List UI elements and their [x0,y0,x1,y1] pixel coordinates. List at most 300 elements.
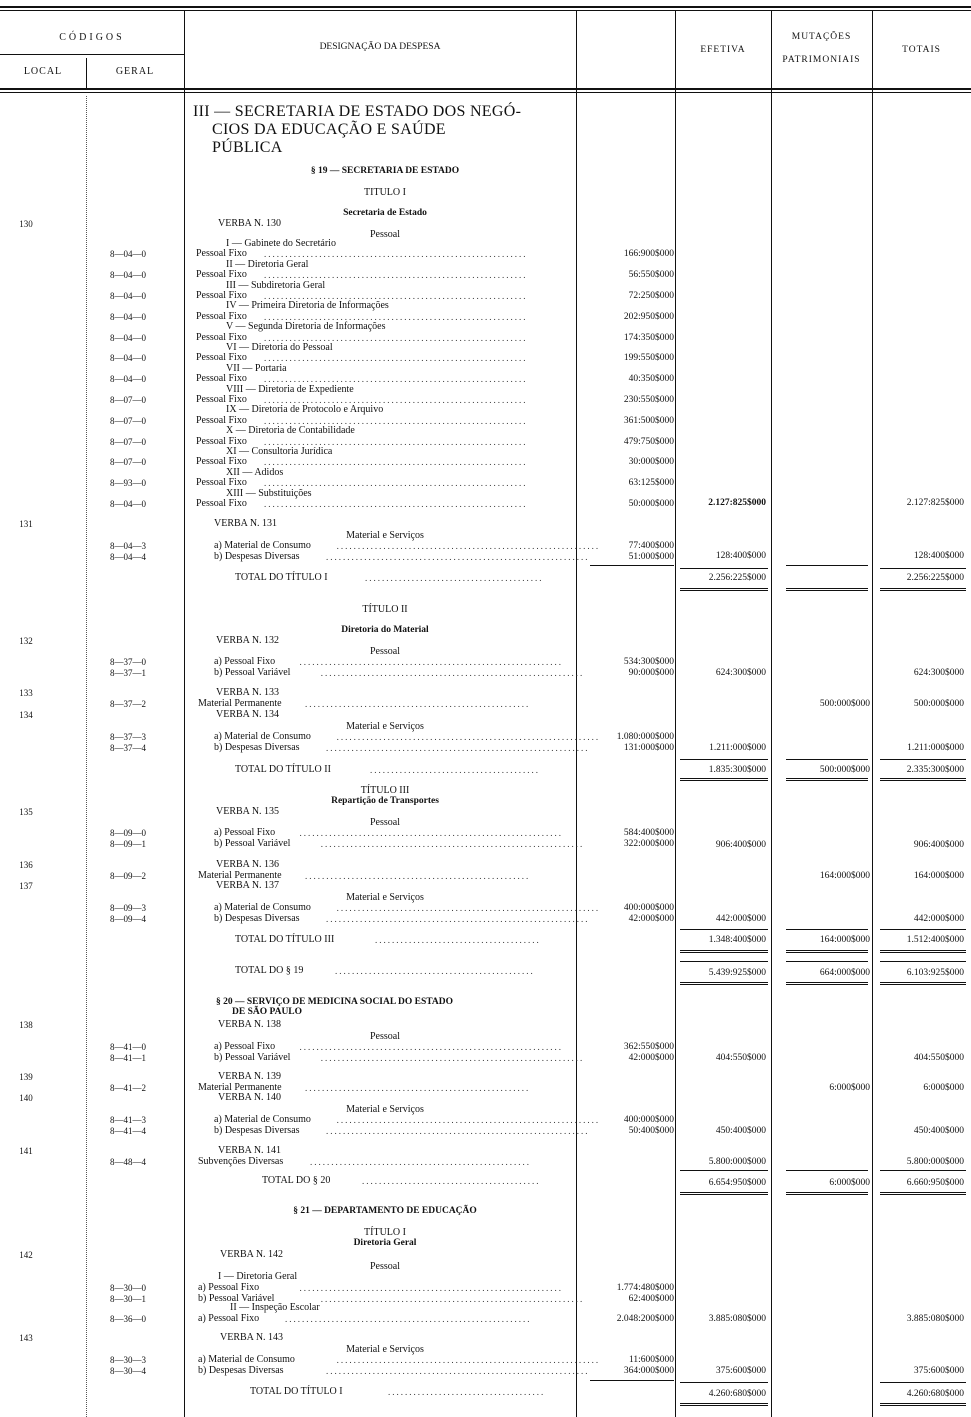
reparticao-transportes-heading: Repartição de Transportes [331,796,439,806]
total-titulo1b-total: 4.260:680$000 [906,1389,964,1399]
local-130: 130 [19,219,33,229]
item130-label-7: Pessoal Fixo [196,394,247,405]
total-136: 164:000$000 [913,871,964,881]
v135-dots-1: .............................................................. [320,838,585,849]
col-line-efetiva [771,10,772,1417]
rule-t1b-partial [590,1380,674,1381]
v138-dots-1: .............................................................. [320,1052,585,1063]
v131-value-0: 77:400$000 [628,541,674,551]
item130-dots-0: .............................................................. [264,249,528,260]
item130-value-5: 199:550$000 [623,353,674,364]
verba-143: VERBA N. 143 [220,1332,284,1343]
total20-total: 6.660:950$000 [906,1178,964,1188]
header-patrimoniais: PATRIMONIAIS [782,55,861,65]
efetiva-142: 3.885:080$000 [708,1314,766,1324]
col-line-local-body [86,96,87,1417]
total-140: 450:400$000 [913,1126,964,1136]
v132-code-1: 8—37—1 [110,667,146,678]
item130-heading-10: XI — Consultoria Jurídica [226,446,333,457]
dots-136: ..................................................... [305,871,531,881]
diretoria-geral-heading: Diretoria Geral [353,1238,417,1248]
v143-dots-0: .............................................................. [336,1355,601,1365]
v137-dots-0: .............................................................. [336,903,601,913]
item130-code-12: 8—04—0 [110,499,146,509]
code-142b: 8—36—0 [110,1314,146,1324]
item130-value-0: 166:900$000 [623,249,674,260]
double-rule-p20-mut [786,1192,868,1195]
v135-code-0: 8—09—0 [110,828,146,838]
header-mutacoes: MUTAÇÕES [791,32,852,42]
item130-value-9: 479:750$000 [623,436,674,447]
efetiva-137: 442:000$000 [715,914,766,924]
item130-label-2: Pessoal Fixo [196,290,247,301]
header-codigos: CÓDIGOS [59,32,125,43]
item130-dots-6: .............................................................. [264,374,528,385]
dots-total-titulo1b: ..................................... [388,1387,546,1397]
material-servicos-143: Material e Serviços [346,1344,424,1355]
rule-t3-mut [786,929,868,930]
total-143: 375:600$000 [913,1366,964,1376]
verba-139: VERBA N. 139 [218,1071,282,1082]
v143-label-1: b) Despesas Diversas [198,1364,284,1376]
header-local: LOCAL [23,66,63,77]
titulo3-heading: TÍTULO III [360,785,410,796]
v137-label-0: a) Material de Consumo [214,902,311,913]
pessoal-heading-130: Pessoal [370,229,400,240]
v135-value-1: 322:000$000 [623,838,674,849]
verba-138: VERBA N. 138 [218,1019,282,1030]
rule-p19-mut [786,961,868,962]
v142-code-0: 8—30—0 [110,1283,146,1293]
item130-label-0: Pessoal Fixo [196,248,247,260]
item130-code-11: 8—93—0 [110,478,146,489]
double-rule-p19-total [880,982,966,985]
local-136: 136 [19,860,33,870]
v131-value-1: 51:000$000 [628,551,674,562]
v131-code-1: 8—04—4 [110,551,146,562]
verba-137: VERBA N. 137 [216,880,280,891]
rule-p19-efetiva [680,961,768,962]
v137-value-0: 400:000$000 [623,903,674,913]
double-rule-t3-total [880,950,966,953]
subvencoes-141: Subvenções Diversas [198,1156,284,1167]
total20-efetiva: 6.654:950$000 [708,1178,766,1188]
total-138: 404:550$000 [913,1053,964,1063]
total-titulo3-efetiva: 1.348:400$000 [708,935,766,945]
efetiva-140: 450:400$000 [715,1126,766,1136]
item130-code-3: 8—04—0 [110,311,146,322]
top-rule-2 [0,10,971,11]
verba-135: VERBA N. 135 [216,806,280,817]
section-title-line3: PÚBLICA [212,139,283,156]
v132-value-0: 534:300$000 [623,657,674,667]
rule-p20-total [880,1170,966,1171]
item130-code-1: 8—04—0 [110,270,146,281]
v131-label-1: b) Despesas Diversas [214,550,300,562]
item130-code-9: 8—07—0 [110,436,146,447]
double-rule-p19-efetiva [680,982,768,985]
header-efetiva: EFETIVA [700,45,746,55]
local-142: 142 [19,1250,33,1260]
v143-value-0: 11:600$000 [628,1355,674,1365]
efetiva-132: 624:300$000 [715,668,766,678]
pessoal-heading-138: Pessoal [370,1031,400,1042]
total-titulo2-total: 2.335:300$000 [906,765,964,775]
efetiva-130: 2.127:825$000 [708,498,766,508]
rule-p20-mut [786,1170,868,1171]
v142-value-1: 62:400$000 [628,1293,674,1304]
total-137: 442:000$000 [913,914,964,924]
item130-dots-10: .............................................................. [264,457,528,468]
rule-t2-efetiva [680,759,768,760]
dots-142b: .......................................................... [285,1314,532,1324]
mut-133: 500:000$000 [819,699,870,709]
item130-dots-2: .............................................................. [264,291,528,301]
item130-label-9: Pessoal Fixo [196,435,247,447]
dots-total20: .......................................... [362,1176,541,1186]
total-141: 5.800:000$000 [906,1157,964,1167]
v137-value-1: 42:000$000 [628,913,674,924]
dg-heading: I — Diretoria Geral [218,1271,298,1282]
v143-value-1: 364:000$000 [623,1365,674,1376]
item130-code-2: 8—04—0 [110,291,146,301]
inspecao-heading: II — Inspeção Escolar [230,1302,320,1313]
total-132: 624:300$000 [913,668,964,678]
code-136: 8—09—2 [110,871,146,881]
total20-mut: 6:000$000 [829,1178,870,1188]
material-servicos-134: Material e Serviços [346,721,424,732]
item130-value-11: 63:125$000 [628,478,674,489]
v135-code-1: 8—09—1 [110,838,146,849]
v138-code-1: 8—41—1 [110,1052,146,1063]
total-titulo2-efetiva: 1.835:300$000 [708,765,766,775]
total-titulo3-mut: 164:000$000 [819,935,870,945]
total-134: 1.211:000$000 [907,743,964,753]
v138-code-0: 8—41—0 [110,1042,146,1052]
v131-code-0: 8—04—3 [110,541,146,551]
total19-total: 6.103:925$000 [906,968,964,978]
local-133: 133 [19,688,33,698]
label-142b: a) Pessoal Fixo [198,1313,260,1324]
pessoal-heading-132: Pessoal [370,646,400,657]
dots-total19: ............................................... [335,966,535,976]
double-rule-t1-efetiva [680,588,768,591]
double-rule-t2-total [880,778,966,781]
section-title-line1: III — SECRETARIA DE ESTADO DOS NEGÓ- [193,103,522,120]
double-rule-p20-efetiva [680,1192,768,1195]
item130-code-5: 8—04—0 [110,353,146,364]
item130-code-4: 8—04—0 [110,332,146,343]
item130-heading-8: IX — Diretoria de Protocolo e Arquivo [226,404,384,416]
v132-dots-1: .............................................................. [320,667,585,678]
item130-heading-9: X — Diretoria de Contabilidade [226,425,355,437]
v134-value-1: 131:000$000 [623,742,674,753]
v132-code-0: 8—37—0 [110,657,146,667]
item130-code-8: 8—07—0 [110,415,146,426]
par21-heading: § 21 — DEPARTAMENTO DE EDUCAÇÃO [293,1206,477,1216]
v143-dots-1: .............................................................. [326,1365,590,1376]
rule-t1-partial [590,565,674,566]
header-totais: TOTAIS [902,45,941,55]
v137-dots-1: .............................................................. [326,913,590,924]
section-title-line2: CIOS DA EDUCAÇÃO E SAÚDE [212,121,446,138]
verba-133: VERBA N. 133 [216,687,280,698]
header-bottom-rule-2 [0,92,971,93]
v142-code-1: 8—30—1 [110,1293,146,1304]
v134-code-0: 8—37—3 [110,732,146,742]
verba-136: VERBA N. 136 [216,859,280,870]
material-permanente-136: Material Permanente [198,870,282,881]
item130-value-7: 230:550$000 [623,395,674,405]
verba-140: VERBA N. 140 [218,1092,282,1103]
total-131: 128:400$000 [913,551,964,561]
item130-value-3: 202:950$000 [623,311,674,322]
item130-heading-3: IV — Primeira Diretoria de Informações [226,300,389,312]
v134-dots-1: .............................................................. [326,742,590,753]
total-titulo3-total: 1.512:400$000 [906,935,964,945]
par20-heading-line2: DE SÃO PAULO [232,1007,303,1017]
item130-dots-1: .............................................................. [264,270,528,281]
value-142b: 2.048:200$000 [616,1314,674,1324]
code-139: 8—41—2 [110,1083,146,1093]
double-rule-t3-mut [786,950,868,953]
total-titulo1-total: 2.256:225$000 [906,573,964,583]
item130-label-10: Pessoal Fixo [196,456,247,468]
total-135: 906:400$000 [913,840,964,850]
item130-dots-11: .............................................................. [264,478,528,489]
dots-total-titulo3: ....................................... [375,935,541,945]
item130-dots-9: .............................................................. [264,436,528,447]
item130-heading-6: VII — Portaria [226,362,287,374]
total19-efetiva: 5.439:925$000 [708,968,766,978]
v140-label-0: a) Material de Consumo [214,1114,311,1125]
double-rule-p19-mut [786,982,868,985]
material-servicos-140: Material e Serviços [346,1104,424,1115]
total-titulo2-mut: 500:000$000 [819,765,870,775]
local-143: 143 [19,1333,33,1343]
item130-label-1: Pessoal Fixo [196,269,247,281]
item130-value-10: 30:000$000 [628,457,674,468]
item130-label-6: Pessoal Fixo [196,373,247,385]
total-titulo1-efetiva: 2.256:225$000 [708,573,766,583]
double-rule-p20-total [880,1192,966,1195]
v131-label-0: a) Material de Consumo [214,540,311,551]
pessoal-heading-142: Pessoal [370,1261,400,1272]
item130-value-12: 50:000$000 [628,499,674,509]
header-designacao: DESIGNAÇÃO DA DESPESA [319,42,441,52]
total-142: 3.885:080$000 [906,1314,964,1324]
item130-heading-0: I — Gabinete do Secretário [226,238,336,249]
v132-dots-0: .............................................................. [299,657,563,667]
item130-heading-1: II — Diretoria Geral [226,258,309,270]
verba-132: VERBA N. 132 [216,635,280,646]
v135-value-0: 584:400$000 [623,828,674,838]
item130-dots-4: .............................................................. [264,332,528,343]
item130-heading-4: V — Segunda Diretoria de Informações [226,321,386,333]
rule-t1-mut [786,565,868,566]
v132-label-0: a) Pessoal Fixo [214,656,276,667]
rule-t2-total [880,759,966,760]
item130-label-12: Pessoal Fixo [196,498,247,509]
item130-value-1: 56:550$000 [628,270,674,281]
v138-dots-0: .............................................................. [299,1042,563,1052]
v142-label-1: b) Pessoal Variável [198,1292,275,1304]
local-135: 135 [19,807,33,817]
double-rule-t1b-total [880,1403,966,1406]
item130-code-10: 8—07—0 [110,457,146,468]
col-line-geral [184,10,185,1417]
total-titulo1-label: TOTAL DO TÍTULO I [235,572,328,583]
v142-label-0: a) Pessoal Fixo [198,1282,260,1293]
titulo1-heading: TITULO I [364,187,406,198]
item130-code-7: 8—07—0 [110,395,146,405]
v142-dots-1: .............................................................. [320,1293,585,1304]
v143-code-0: 8—30—3 [110,1355,146,1365]
top-rule [0,6,971,8]
double-rule-t3-efetiva [680,950,768,953]
total-titulo2-label: TOTAL DO TÍTULO II [235,764,331,775]
v137-code-0: 8—09—3 [110,903,146,913]
code-141: 8—48—4 [110,1157,146,1167]
dots-133: ..................................................... [305,699,531,709]
item130-code-6: 8—04—0 [110,374,146,385]
v132-label-1: b) Pessoal Variável [214,666,291,678]
local-132: 132 [19,636,33,646]
pessoal-heading-135: Pessoal [370,817,400,828]
header-bottom-rule [0,88,971,90]
v131-dots-0: .............................................................. [336,541,601,551]
total-139: 6:000$000 [923,1083,964,1093]
item130-value-4: 174:350$000 [623,332,674,343]
item130-label-3: Pessoal Fixo [196,310,247,322]
efetiva-141: 5.800:000$000 [708,1157,766,1167]
double-rule-t1-mut [786,588,868,591]
rule-t1b-efetiva [680,1382,768,1383]
total-titulo3-label: TOTAL DO TÍTULO III [235,934,335,945]
efetiva-131: 128:400$000 [715,551,766,561]
v140-value-0: 400:000$000 [623,1115,674,1125]
v143-label-0: a) Material de Consumo [198,1354,295,1365]
v137-code-1: 8—09—4 [110,913,146,924]
v142-value-0: 1.774:480$000 [616,1283,674,1293]
rule-t2-mut [786,759,868,760]
v138-value-0: 362:550$000 [623,1042,674,1052]
double-rule-t1-total [880,588,966,591]
v134-value-0: 1.080:000$000 [616,732,674,742]
item130-label-4: Pessoal Fixo [196,331,247,343]
rule-t3-total [880,929,966,930]
material-permanente-139: Material Permanente [198,1082,282,1093]
codigos-divider [0,54,184,55]
efetiva-135: 906:400$000 [715,840,766,850]
item130-label-11: Pessoal Fixo [196,477,247,489]
item130-dots-12: .............................................................. [264,499,528,509]
titulo2-heading: TÍTULO II [362,604,408,615]
v131-dots-1: .............................................................. [326,551,590,562]
v132-value-1: 90:000$000 [628,667,674,678]
rule-t1b-total [880,1382,966,1383]
local-141: 141 [19,1146,33,1156]
col-line-mutacoes [872,10,873,1417]
local-134: 134 [19,710,33,720]
item130-heading-11: XII — Adidos [226,466,284,478]
double-rule-t1b-efetiva [680,1403,768,1406]
item130-value-6: 40:350$000 [628,374,674,385]
item130-dots-7: .............................................................. [264,395,528,405]
par20-heading-line1: § 20 — SERVIÇO DE MEDICINA SOCIAL DO ESTADO [216,997,454,1007]
v137-label-1: b) Despesas Diversas [214,912,300,924]
verba-134: VERBA N. 134 [216,709,280,720]
secretaria-estado-heading: Secretaria de Estado [343,208,427,218]
efetiva-143: 375:600$000 [715,1366,766,1376]
rule-t1-total [880,568,966,569]
item130-heading-5: VI — Diretoria do Pessoal [226,342,333,353]
total-titulo1b-label: TOTAL DO TÍTULO I [250,1386,343,1397]
verba-130: VERBA N. 130 [218,218,282,229]
local-140: 140 [19,1093,33,1103]
material-permanente-133: Material Permanente [198,698,282,709]
diretoria-material-heading: Diretoria do Material [341,625,429,635]
total-130: 2.127:825$000 [906,498,964,508]
efetiva-138: 404:550$000 [715,1053,766,1063]
material-servicos-137: Material e Serviços [346,892,424,903]
v140-dots-0: .............................................................. [336,1115,601,1125]
local-138: 138 [19,1020,33,1030]
v134-label-1: b) Despesas Diversas [214,741,300,753]
item130-value-2: 72:250$000 [628,291,674,301]
total-titulo1b-efetiva: 4.260:680$000 [708,1389,766,1399]
v134-code-1: 8—37—4 [110,742,146,753]
dots-total-titulo1: .......................................... [365,573,544,583]
item130-dots-3: .............................................................. [264,311,528,322]
code-133: 8—37—2 [110,699,146,709]
v134-label-0: a) Material de Consumo [214,731,311,742]
efetiva-134: 1.211:000$000 [709,743,766,753]
double-rule-t2-efetiva [680,778,768,781]
total19-mut: 664:000$000 [819,968,870,978]
rule-t3-efetiva [680,929,768,930]
total19-label: TOTAL DO § 19 [235,965,304,976]
total20-label: TOTAL DO § 20 [262,1175,331,1186]
local-137: 137 [19,881,33,891]
item130-label-8: Pessoal Fixo [196,414,247,426]
v135-label-1: b) Pessoal Variável [214,837,291,849]
v138-value-1: 42:000$000 [628,1052,674,1063]
v135-dots-0: .............................................................. [299,828,563,838]
par19-heading: § 19 — SECRETARIA DE ESTADO [310,166,460,176]
rule-p20-efetiva [680,1170,768,1171]
total-133: 500:000$000 [913,699,964,709]
double-rule-t2-mut [786,778,868,781]
item130-heading-2: III — Subdiretoria Geral [226,279,326,291]
v134-dots-0: .............................................................. [336,732,601,742]
dots-total-titulo2: ........................................ [370,765,540,775]
verba-141: VERBA N. 141 [218,1145,282,1156]
item130-heading-12: XIII — Substituições [226,487,312,499]
verba-131: VERBA N. 131 [214,518,278,529]
v143-code-1: 8—30—4 [110,1365,146,1376]
v140-code-1: 8—41—4 [110,1125,146,1136]
v135-label-0: a) Pessoal Fixo [214,827,276,838]
dots-139: ..................................................... [305,1083,531,1093]
dots-141: .................................................... [310,1157,531,1167]
item130-dots-5: .............................................................. [264,353,528,364]
verba-142: VERBA N. 142 [220,1249,284,1260]
local-131: 131 [19,519,33,529]
v138-label-1: b) Pessoal Variável [214,1051,291,1063]
material-servicos-131: Material e Serviços [346,530,424,541]
rule-p19-total [880,961,966,962]
